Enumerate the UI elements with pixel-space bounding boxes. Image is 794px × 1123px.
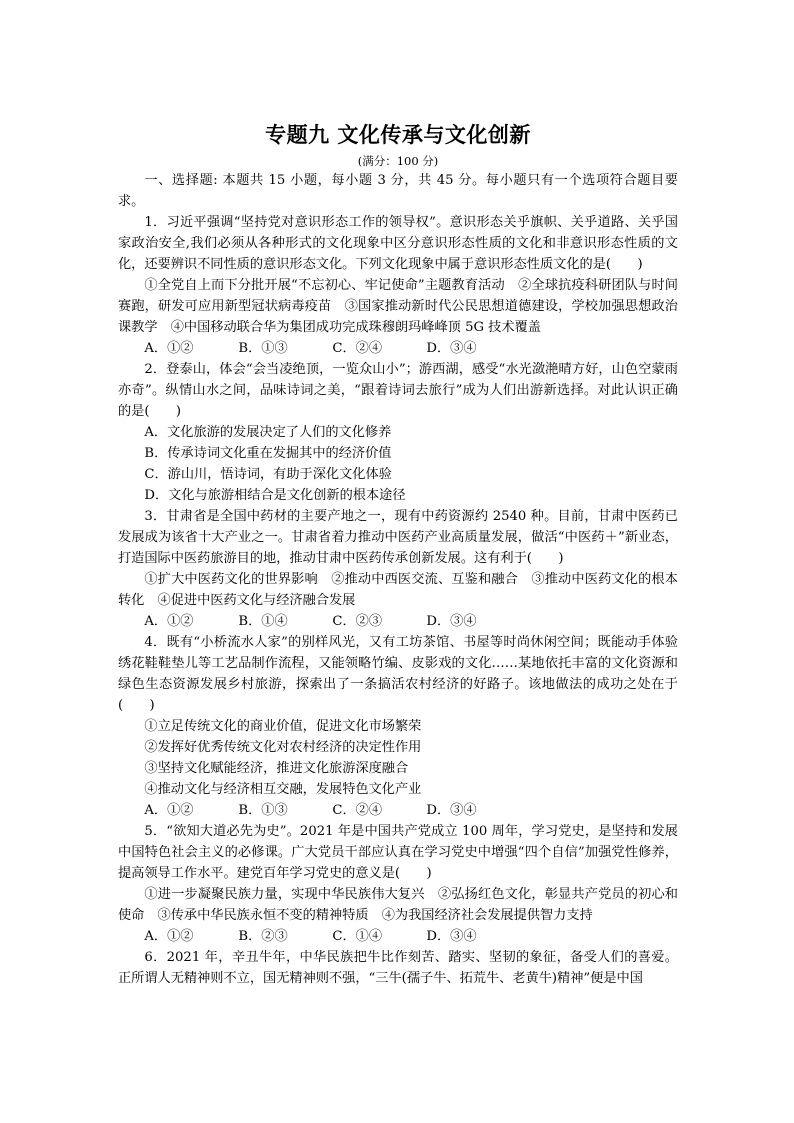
- question-5-stem: 5．“欲知大道必先为史”。2021 年是中国共产党成立 100 周年，学习党史，是坚持和发展中国特色社会主义的必修课。广大党员干部应认真在学习党史中增强“四个自信”加强党性修养，提高领导工作水平。建党百年学习党史的意义是( ): [118, 824, 678, 881]
- question-2-stem: 2．登泰山，体会“会当凌绝顶，一览众山小”；游西湖，感受“水光潋滟晴方好，山色空蒙雨亦奇”。纵情山水之间，品味诗词之美，“跟着诗词去旅行”成为人们出游新选择。对此认识正确的是( ): [118, 362, 678, 419]
- choice-a: A．①②: [144, 614, 194, 629]
- choice-b: B．①④: [238, 614, 288, 629]
- question-6-stem: 6．2021 年，辛丑牛年，中华民族把牛比作刻苦、踏实、坚韧的象征，备受人们的喜爱。正所谓人无精神则不立，国无精神则不强，“三牛(孺子牛、拓荒牛、老黄牛)精神”便是中国: [118, 950, 678, 986]
- question-2-option-d: D．文化与旅游相结合是文化创新的根本途径: [144, 488, 406, 503]
- choice-a: A．①②: [144, 341, 194, 356]
- question-3-choices: [118, 611, 678, 632]
- choice-c: C．②③: [332, 614, 383, 629]
- choice-b: B．②③: [238, 929, 288, 944]
- question-5-choices: [118, 926, 678, 947]
- question-4-item-4: ④推动文化与经济相互交融，发展特色文化产业: [144, 782, 422, 797]
- question-4-item-1: ①立足传统文化的商业价值，促进文化市场繁荣: [144, 719, 422, 734]
- question-1-items: ①全党自上而下分批开展“不忘初心、牢记使命”主题教育活动 ②全球抗疫科研团队与时间赛跑，研发可应用新型冠状病毒疫苗 ③国家推动新时代公民思想道德建设，学校加强思想政治课教学 ④中国移动联合华为集团成功完成珠穆朗玛峰峰顶 5G 技术覆盖: [118, 278, 678, 335]
- question-2-option-a: A．文化旅游的发展决定了人们的文化修养: [144, 425, 392, 440]
- document-page: [118, 118, 678, 989]
- question-4-choices: [118, 800, 678, 821]
- choice-c: C．②④: [332, 341, 383, 356]
- choice-d: D．③④: [426, 929, 477, 944]
- choice-a: A．①②: [144, 929, 194, 944]
- score-note: (满分：100 分): [357, 154, 439, 168]
- question-2-option-c: C．游山川，悟诗词，有助于深化文化体验: [144, 467, 392, 482]
- choice-b: B．①③: [238, 341, 288, 356]
- section-heading: 一、选择题: 本题共 15 小题，每小题 3 分，共 45 分。每小题只有一个选项符合题目要求。: [118, 173, 678, 209]
- question-1-choices: [118, 338, 678, 359]
- choice-a: A．①②: [144, 803, 194, 818]
- choice-d: D．③④: [426, 803, 477, 818]
- question-1-stem: 1．习近平强调“坚持党对意识形态工作的领导权”。意识形态关乎旗帜、关乎道路、关乎国家政治安全,我们必须从各种形式的文化现象中区分意识形态性质的文化和非意识形态性质的文化，还要辨识不同性质的意识形态文化。下列文化现象中属于意识形态性质文化的是( ): [118, 215, 678, 272]
- choice-c: C．①④: [332, 929, 383, 944]
- question-4-stem: 4．既有“小桥流水人家”的别样风光，又有工坊茶馆、书屋等时尚休闲空间；既能动手体验绣花鞋鞋垫儿等工艺品制作流程，又能领略竹编、皮影戏的文化……某地依托丰富的文化资源和绿色生态资源发展乡村旅游，探索出了一条搞活农村经济的好路子。该地做法的成功之处在于( ): [118, 635, 678, 713]
- question-3-items: ①扩大中医药文化的世界影响 ②推动中西医交流、互鉴和融合 ③推动中医药文化的根本转化 ④促进中医药文化与经济融合发展: [118, 572, 678, 608]
- question-5-items: ①进一步凝聚民族力量，实现中华民族伟大复兴 ②弘扬红色文化，彰显共产党员的初心和使命 ③传承中华民族永恒不变的精神特质 ④为我国经济社会发展提供智力支持: [118, 887, 678, 923]
- question-4-item-2: ②发挥好优秀传统文化对农村经济的决定性作用: [144, 740, 422, 755]
- question-4-item-3: ③坚持文化赋能经济，推进文化旅游深度融合: [144, 761, 409, 776]
- question-2-option-b: B．传承诗词文化重在发掘其中的经济价值: [144, 446, 392, 461]
- page-title: 专题九 文化传承与文化创新: [265, 123, 531, 147]
- choice-b: B．①③: [238, 803, 288, 818]
- choice-d: D．③④: [426, 341, 477, 356]
- choice-c: C．②④: [332, 803, 383, 818]
- question-3-stem: 3．甘肃省是全国中药材的主要产地之一，现有中药资源约 2540 种。目前，甘肃中医药已发展成为该省十大产业之一。甘肃省着力推动中医药产业高质量发展，做活“中医药＋”新业态，打造国际中医药旅游目的地，推动甘肃中医药传承创新发展。这有利于( ): [118, 509, 678, 566]
- choice-d: D．③④: [426, 614, 477, 629]
